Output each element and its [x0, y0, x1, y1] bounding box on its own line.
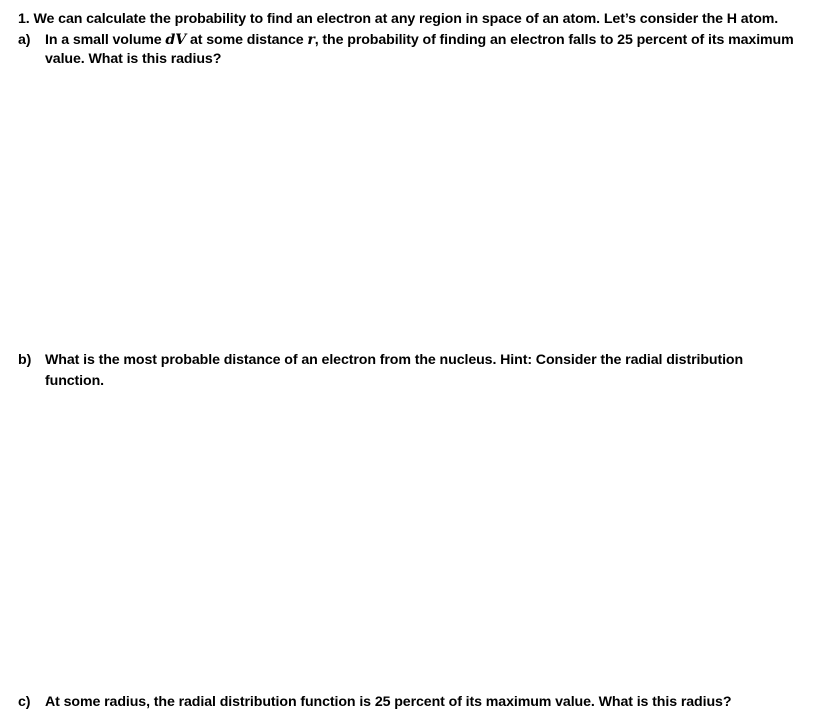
part-b-marker — [18, 350, 31, 370]
part-a-text-1: In a small volume — [45, 32, 166, 48]
part-a-variable-dv: dV — [165, 32, 187, 48]
part-a-text-2: at some distance — [186, 32, 308, 48]
part-b-text-2: function. — [45, 373, 104, 389]
part-a-marker — [18, 30, 30, 50]
part-c-line-1 — [45, 692, 731, 712]
question-intro: We can calculate the probability to find an electron at any region in space of an atom. Let’s consider the H atom. — [33, 11, 779, 27]
part-c-label: c) — [18, 694, 31, 710]
question-number: 1. — [18, 11, 30, 27]
part-a-text-4: value. What is this radius? — [45, 51, 222, 67]
part-b-text-1: What is the most probable distance of an electron from the nucleus. Hint: Consider the radial distribution — [45, 352, 744, 368]
part-b-line-1 — [45, 350, 743, 370]
part-a-text-3: , the probability of finding an electron falls to 25 percent of its maximum — [314, 32, 794, 48]
part-a-variable-r: r — [307, 32, 315, 48]
part-c-text-1: At some radius, the radial distribution function is 25 percent of its maximum value. What is this radius? — [45, 694, 732, 710]
question-1-line — [18, 9, 778, 29]
part-a-line-2 — [45, 49, 221, 69]
part-a-label: a) — [18, 32, 31, 48]
part-a-line-1 — [45, 30, 794, 50]
part-c-marker — [18, 692, 30, 712]
part-b-line-2 — [45, 371, 104, 391]
part-b-label: b) — [18, 352, 32, 368]
